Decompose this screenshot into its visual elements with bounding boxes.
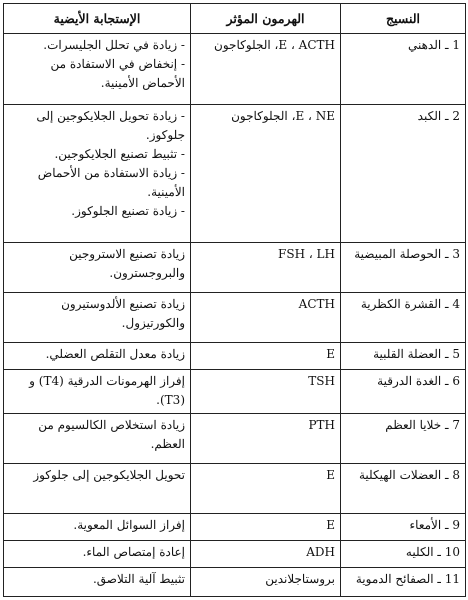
table-row <box>4 34 466 105</box>
table-body <box>4 34 466 597</box>
response-line: زيادة معدل التقلص العضلي. <box>45 346 185 361</box>
table-row <box>4 342 466 369</box>
tissue-cell: 5 ـ العضلة القلبية <box>341 342 466 369</box>
hormone-cell: TSH <box>191 369 341 414</box>
tissue-cell: 7 ـ خلايا العظم <box>341 414 466 464</box>
table-row <box>4 293 466 343</box>
tissue-cell: 3 ـ الحوصلة المبيضية <box>341 243 466 293</box>
response-cell <box>4 567 191 596</box>
header-row <box>4 4 466 34</box>
response-line: زيادة تصنيع الألدوستيرون والكورتيزول. <box>61 297 185 331</box>
response-line: - إنخفاض في الاستفادة من الأحماض الأمينية. <box>50 57 185 90</box>
response-cell <box>4 414 191 464</box>
response-line: إفراز الهرمونات الدرقية (T4) و (T3). <box>29 373 185 407</box>
tissue-cell: 4 ـ القشرة الكظرية <box>341 293 466 343</box>
tissue-cell: 2 ـ الكبد <box>341 104 466 243</box>
tissue-cell: 6 ـ الغدة الدرقية <box>341 369 466 414</box>
header-tissue: النسيج <box>341 4 466 34</box>
tissue-cell: 8 ـ العضلات الهيكلية <box>341 464 466 514</box>
header-response: الإستجابة الأيضية <box>4 4 191 34</box>
table-row <box>4 243 466 293</box>
tissue-cell: 9 ـ الأمعاء <box>341 514 466 541</box>
hormone-cell: E ، ACTH، الجلوكاجون <box>191 34 341 105</box>
response-cell <box>4 34 191 105</box>
table-row <box>4 414 466 464</box>
response-line: - زيادة الاستفادة من الأحماض الأمينية. <box>37 165 185 199</box>
header-hormone: الهرمون المؤثر <box>191 4 341 34</box>
tissue-cell: 10 ـ الكليه <box>341 540 466 567</box>
response-line: تثبيط آلية التلاصق. <box>92 571 185 586</box>
response-line: تحويل الجلايكوجين إلى جلوكوز <box>33 468 185 483</box>
hormone-cell: بروستاجلاندين <box>191 567 341 596</box>
table-row <box>4 104 466 243</box>
table-row <box>4 464 466 514</box>
table-row <box>4 369 466 414</box>
hormone-response-table <box>3 3 466 597</box>
table-row <box>4 567 466 596</box>
hormone-cell: ADH <box>191 540 341 567</box>
response-line: إفراز السوائل المعوية. <box>73 518 185 533</box>
response-cell <box>4 514 191 541</box>
response-cell <box>4 369 191 414</box>
response-line: زيادة استخلاص الكالسيوم من العظم. <box>38 418 185 452</box>
response-cell <box>4 104 191 243</box>
hormone-cell: E <box>191 464 341 514</box>
response-line: زيادة تصنيع الاستروجين والبروجسترون. <box>69 247 185 281</box>
response-line: - تثبيط تصنيع الجلايكوجين. <box>54 146 185 161</box>
hormone-cell: ACTH <box>191 293 341 343</box>
hormone-cell: FSH ، LH <box>191 243 341 293</box>
tissue-cell: 1 ـ الدهني <box>341 34 466 105</box>
response-cell <box>4 293 191 343</box>
table-row <box>4 540 466 567</box>
response-cell <box>4 342 191 369</box>
response-line: - زيادة في تحلل الجليسرات. <box>43 38 185 52</box>
hormone-cell: PTH <box>191 414 341 464</box>
response-line: - زيادة تصنيع الجلوكوز. <box>71 203 185 218</box>
hormone-cell: E ، NE، الجلوكاجون <box>191 104 341 243</box>
hormone-cell: E <box>191 342 341 369</box>
response-cell <box>4 540 191 567</box>
response-cell <box>4 464 191 514</box>
response-line: - زيادة تحويل الجلايكوجين إلى جلوكوز. <box>36 108 185 142</box>
table-row <box>4 514 466 541</box>
response-cell <box>4 243 191 293</box>
response-line: إعادة إمتصاص الماء. <box>82 544 185 559</box>
tissue-cell: 11 ـ الصفائح الدموية <box>341 567 466 596</box>
hormone-cell: E <box>191 514 341 541</box>
